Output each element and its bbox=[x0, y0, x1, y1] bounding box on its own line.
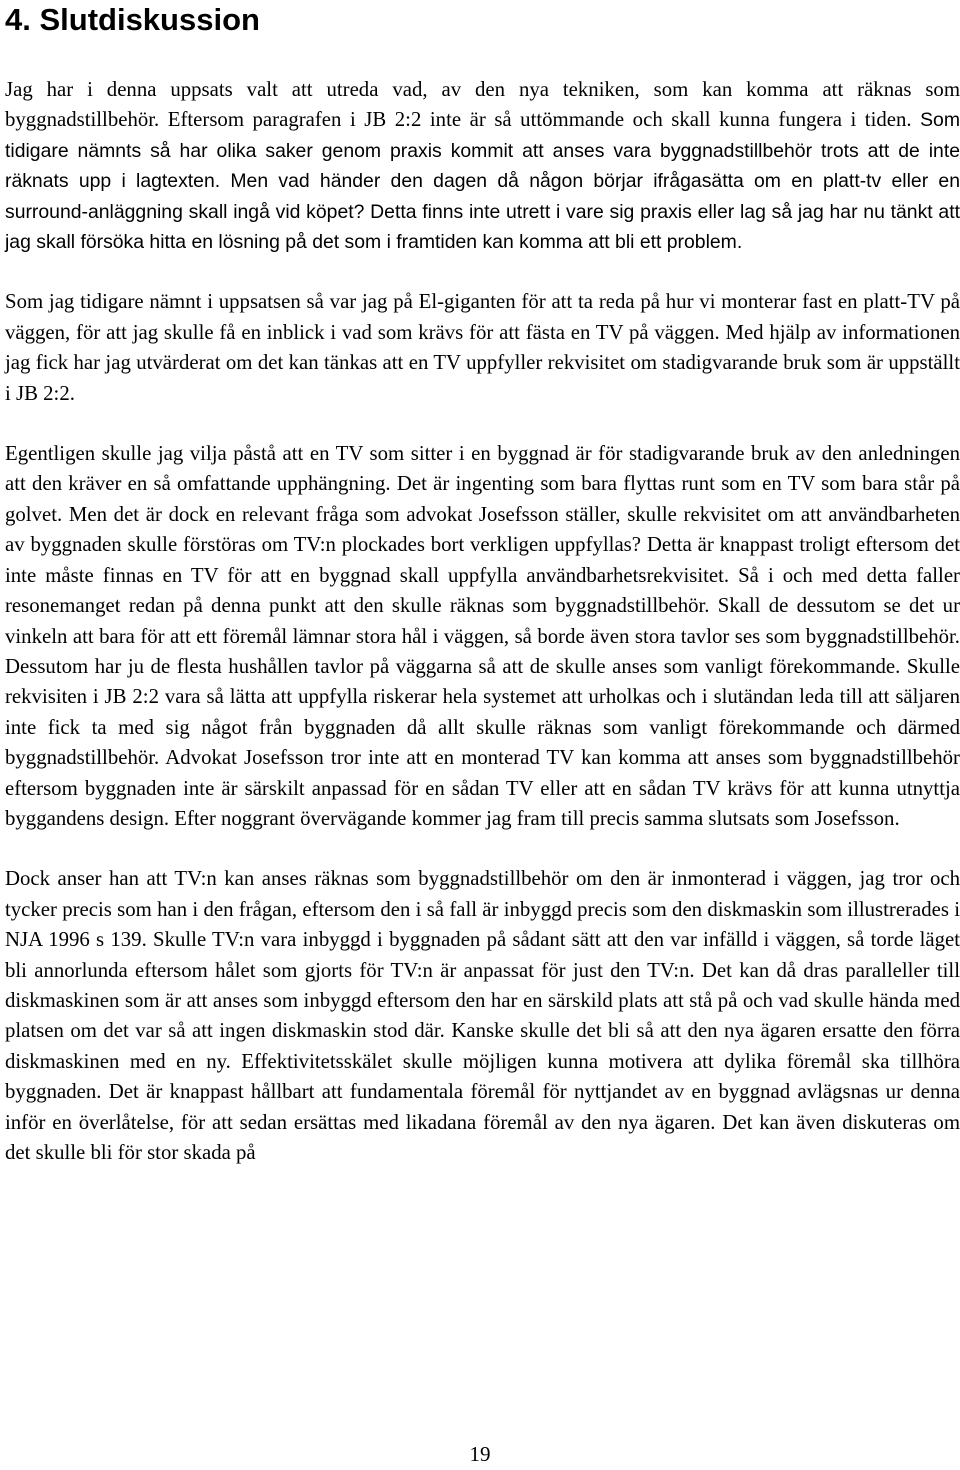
paragraph-1-sans-segment: Som tidigare nämnts så har olika saker genom praxis kommit att anses vara byggnadstillbehör trots att de inte räknats upp i lagtexten. Men vad händer den dagen då någon börjar ifrågasätta om en platt-tv eller en surround-anläggning skall ingå vid köpet? Detta finns inte utrett i vare sig praxis eller lag så jag har nu tänkt att jag skall försöka hitta en lösning på det som i framtiden kan komma att bli ett problem. bbox=[5, 109, 960, 254]
paragraph-1-serif-segment: Jag har i denna uppsats valt att utreda vad, av den nya tekniken, som kan komma att räknas som byggnadstillbehör. Eftersom paragrafen i JB 2:2 inte är så uttömmande och skall kunna fungera i tiden. bbox=[5, 78, 960, 132]
section-heading: 4. Slutdiskussion bbox=[5, 2, 260, 37]
paragraph-4: Dock anser han att TV:n kan anses räknas som byggnadstillbehör om den är inmonterad i väggen, jag tror och tycker precis som han i den frågan, eftersom den i så fall är inbyggd precis som den diskmaskin som illustrerades i NJA 1996 s 139. Skulle TV:n vara inbyggd i byggnaden på sådant sätt att den var infälld i väggen, så torde läget bli annorlunda eftersom hålet som gjorts för TV:n är anpassat för just den TV:n. Det kan då dras paralleller till diskmaskinen som är att anses som inbyggd eftersom den har en särskild plats att stå på och vad skulle hända med platsen om det var så att ingen diskmaskin stod där. Kanske skulle det bli så att den nya ägaren ersatte den förra diskmaskinen med en ny. Effektivitetsskälet skulle möjligen kunna motivera att dylika föremål ska tillhöra byggnaden. Det är knappast hållbart att fundamentala föremål för nyttjandet av en byggnad avlägsnas ur denna inför en överlåtelse, för att sedan ersättas med likadana föremål av den nya ägaren. Det kan även diskuteras om det skulle bli för stor skada på bbox=[5, 867, 960, 1164]
document-page bbox=[5, 0, 960, 1168]
paragraph-1 bbox=[5, 75, 960, 257]
paragraph-3: Egentligen skulle jag vilja påstå att en TV som sitter i en byggnad är för stadigvarande bruk av den anledningen att den kräver en så omfattande upphängning. Det är ingenting som bara flyttas runt som en TV som bara står på golvet. Men det är dock en relevant fråga som advokat Josefsson ställer, skulle rekvisitet om att användbarheten av byggnaden skulle förstöras om TV:n plockades bort verkligen uppfyllas? Detta är knappast troligt eftersom det inte måste finnas en TV för att en byggnad skall uppfylla användbarhetsrekvisitet. Så i och med detta faller resonemanget redan på denna punkt att den skulle räknas som byggnadstillbehör. Skall de dessutom se det ur vinkeln att bara för att ett föremål lämnar stora hål i väggen, så borde även stora tavlor ses som byggnadstillbehör. Dessutom har ju de flesta hushållen tavlor på väggarna så att de skulle anses som vanligt förekommande. Skulle rekvisiten i JB 2:2 vara så lätta att uppfylla riskerar hela systemet att urholkas och i slutändan leda till att säljaren inte fick ta med sig något från byggnaden då allt skulle räknas som vanligt förekommande och därmed byggnadstillbehör. Advokat Josefsson tror inte att en monterad TV kan komma att anses som byggnadstillbehör eftersom byggnaden inte är särskilt anpassad för en sådan TV eller att en sådan TV krävs för att kunna utnyttja byggandens design. Efter noggrant övervägande kommer jag fram till precis samma slutsats som Josefsson. bbox=[5, 442, 960, 830]
page-number: 19 bbox=[469, 1442, 491, 1466]
paragraph-2: Som jag tidigare nämnt i uppsatsen så var jag på El-giganten för att ta reda på hur vi monterar fast en platt-TV på väggen, för att jag skulle få en inblick i vad som krävs för att fästa en TV på väggen. Med hjälp av informationen jag fick har jag utvärderat om det kan tänkas att en TV uppfyller rekvisitet om stadigvarande bruk som är uppställt i JB 2:2. bbox=[5, 290, 960, 405]
